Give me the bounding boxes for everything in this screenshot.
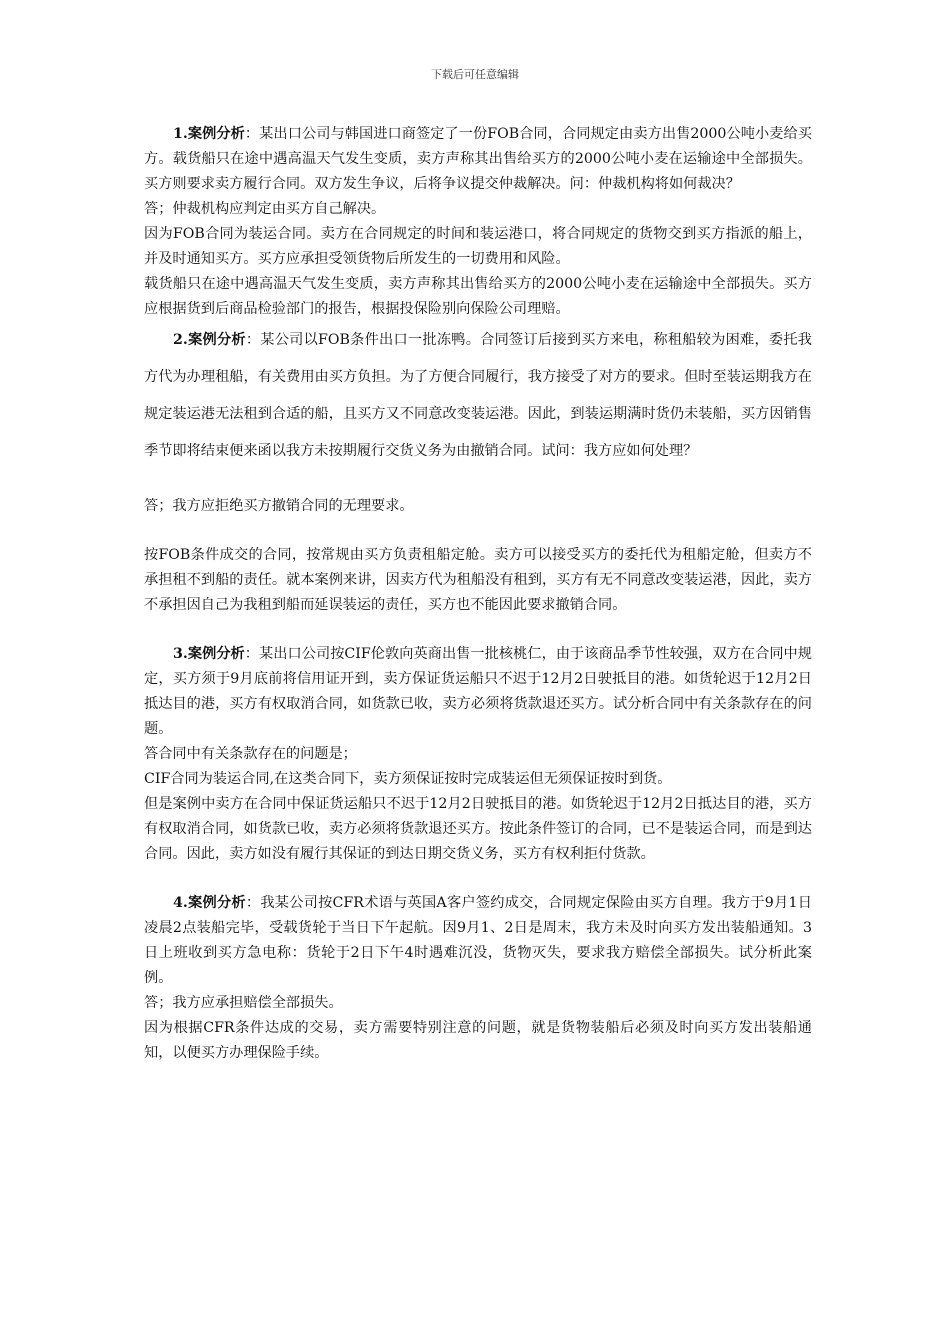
case-1-question [144,122,812,197]
case-4-number: 4. [173,895,188,911]
case-4-question [144,891,812,991]
case-1-label: 案例分析 [187,126,245,142]
case-1-answer: 答；仲裁机构应判定由买方自己解决。 [144,201,386,217]
case-3-question [144,642,812,742]
case-4-question-text: ：我某公司按CFR术语与英国A客户签约成交，合同规定保险由买方自理。我方于9月1日凌晨2点装船完毕，受载货轮于当日下午起航。因9月1、2日是周末，我方未及时向买方发出装船通知。3日上班收到买方急电称：货轮于2日下午4时遇难沉没，货物灭失，要求我方赔偿全部损失。试分析此案例。 [144,895,812,986]
case-4-answer: 答；我方应承担赔偿全部损失。 [144,995,343,1011]
case-1-explanation-2: 载货船只在途中遇高温天气发生变质，卖方声称其出售给买方的2000公吨小麦在运输途中全部损失。买方应根据货到后商品检验部门的报告，根据投保险别向保险公司理赔。 [144,276,812,317]
document-body [144,122,812,1066]
case-2-label: 案例分析 [187,332,246,348]
case-1-number: 1. [173,126,188,142]
case-2-question-text: ：某公司以FOB条件出口一批冻鸭。合同签订后接到买方来电，称租船较为困难，委托我方代为办理租船，有关费用由买方负担。为了方便合同履行，我方接受了对方的要求。但时至装运期我方在规定装运港无法租到合适的船，且买方又不同意改变装运港。因此，到装运期满时货仍未装船，买方因销售季节即将结束便来函以我方未按期履行交货义务为由撤销合同。试问：我方应如何处理？ [144,332,812,459]
case-3-answer: 答合同中有关条款存在的问题是； [144,746,357,762]
page-header: 下载后可任意编辑 [431,68,519,81]
case-4-explanation-1: 因为根据CFR条件达成的交易，卖方需要特别注意的问题，就是货物装船后必须及时向买方发出装船通知，以便买方办理保险手续。 [144,1020,812,1061]
case-1-explanation-1: 因为FOB合同为装运合同。卖方在合同规定的时间和装运港口，将合同规定的货物交到买方指派的船上，并及时通知买方。买方应承担受领货物后所发生的一切费用和风险。 [144,226,812,267]
case-3-label: 案例分析 [187,646,245,662]
case-2-number: 2. [173,332,188,348]
case-3-explanation-1: CIF合同为装运合同,在这类合同下，卖方须保证按时完成装运但无须保证按时到货。 [144,771,672,787]
case-2-explanation-1: 按FOB条件成交的合同，按常规由买方负责租船定舱。卖方可以接受买方的委托代为租船定舱，但卖方不承担租不到船的责任。就本案例来讲，因卖方代为租船没有租到，买方有无不同意改变装运港，因此，卖方不承担因自己为我租到船而延误装运的责任，买方也不能因此要求撤销合同。 [144,547,812,613]
case-2-question [144,322,812,470]
case-3-number: 3. [173,646,188,662]
case-3-question-text: ：某出口公司按CIF伦敦向英商出售一批核桃仁，由于该商品季节性较强，双方在合同中规定，买方须于9月底前将信用证开到，卖方保证货运船只不迟于12月2日驶抵目的港。如货轮迟于12月2日抵达目的港，买方有权取消合同，如货款已收，卖方必须将货款退还买方。试分析合同中有关条款存在的问题。 [144,646,812,737]
case-1-question-text: ：某出口公司与韩国进口商签定了一份FOB合同，合同规定由卖方出售2000公吨小麦给买方。载货船只在途中遇高温天气发生变质，卖方声称其出售给买方的2000公吨小麦在运输途中全部损失。买方则要求卖方履行合同。双方发生争议，后将争议提交仲裁解决。问：仲裁机构将如何裁决？ [144,126,812,192]
case-2-answer: 答；我方应拒绝买方撤销合同的无理要求。 [144,498,414,514]
case-3-explanation-2: 但是案例中卖方在合同中保证货运船只不迟于12月2日驶抵目的港。如货轮迟于12月2日抵达目的港，买方有权取消合同，如货款已收，卖方必须将货款退还买方。按此条件签订的合同，已不是装运合同，而是到达合同。因此，卖方如没有履行其保证的到达日期交货义务，买方有权利拒付货款。 [144,796,812,862]
case-4-label: 案例分析 [187,895,246,911]
